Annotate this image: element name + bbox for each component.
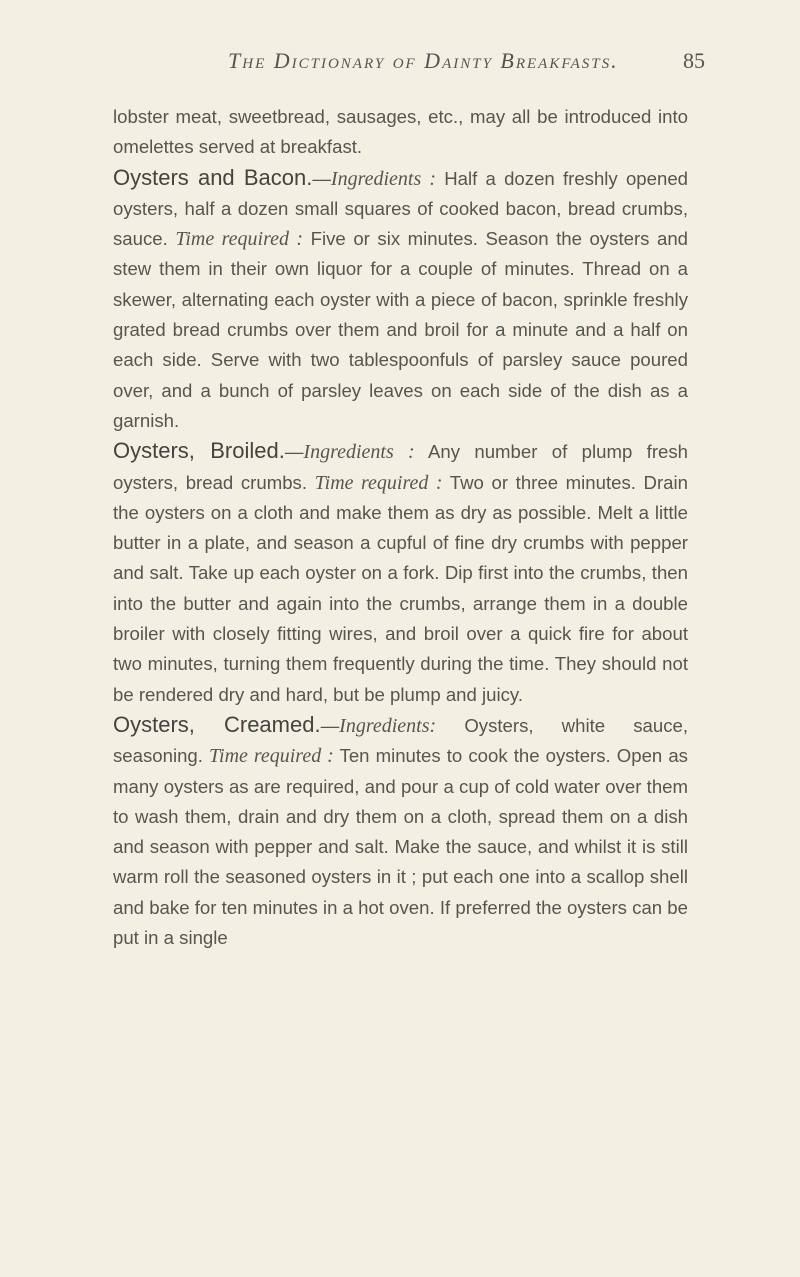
ingredients-text: Any number of plump fresh oysters, bread crumbs. [113, 441, 689, 493]
recipe-oysters-creamed: Oysters, Creamed.—Ingredients: Oysters, white sauce, seasoning. Time required : Ten minutes to cook the oysters. Open as many oysters as are required, and pour a cup of cold water over them to wash them, drain and dry them on a cloth, spread them on a dish and season with pepper and salt. Make the sauce, and whilst it is still warm roll the seasoned oysters in it ; put each one into a scallop shell and bake for ten minutes in a hot oven. If preferred the oysters can be put in a single [113, 711, 688, 949]
ingredients-text: Oysters, white sauce, seasoning. [113, 714, 688, 767]
ingredients-label: Ingredients : [330, 167, 436, 190]
recipe-body: Two or three minutes. Drain the oysters on a cloth and make them as dry as possible. Melt a little butter in a plate, and season a cupful of fine dry crumbs with pepper and salt. Take up each oyster on a fork. Dip first into the crumbs, then into the butter and again into the crumbs, arrange them in a double broiler with closely fitting wires, and broil over a quick fire for about two minutes, turning them frequently during the time. They should not be rendered dry and hard, but be plump and juicy. [113, 471, 688, 705]
ingredients-label: Ingredients : [303, 441, 415, 464]
recipe-title: Oysters, Broiled. [113, 438, 285, 464]
recipe-oysters-and-bacon: Oysters and Bacon.—Ingredients : Half a dozen freshly opened oysters, half a dozen small squares of cooked bacon, bread crumbs, sauce. Time required : Five or six minutes. Season the oysters and stew them in their own liquor for a couple of minutes. Thread on a skewer, alternating each oyster with a piece of bacon, sprinkle freshly grated bread crumbs over them and broil for a minute and a half on each side. Serve with two tablespoonfuls of parsley sauce poured over, and a bunch of parsley leaves on each side of the dish as a garnish. [113, 164, 689, 431]
recipe-body: Ten minutes to cook the oysters. Open as many oysters as are required, and pour a cup of cold water over them to wash them, drain and dry them on a cloth, spread them on a dish and season with pepper and salt. Make the sauce, and whilst it is still warm roll the seasoned oysters in it ; put each one into a scallop shell and bake for ten minutes in a hot oven. If preferred the oysters can be put in a single [113, 745, 688, 949]
ingredients-label: Ingredients: [339, 714, 437, 737]
time-label: Time required : [175, 228, 304, 251]
recipe-title: Oysters and Bacon. [113, 164, 313, 190]
page-body [113, 102, 688, 953]
recipe-title: Oysters, Creamed. [113, 711, 321, 737]
time-label: Time required : [314, 471, 443, 494]
recipe-body: Five or six minutes. Season the oysters and stew them in their own liquor for a couple of minutes. Thread on a skewer, alternating each oyster with a piece of bacon, sprinkle freshly grated bread crumbs over them and broil for a minute and a half on each side. Serve with two tablespoonfuls of parsley sauce poured over, and a bunch of parsley leaves on each side of the dish as a garnish. [113, 228, 689, 431]
ingredients-text: Half a dozen freshly opened oysters, half a dozen small squares of cooked bacon, bread crumbs, sauce. [113, 167, 689, 250]
page-number: 85 [683, 48, 705, 73]
recipe-oysters-broiled: Oysters, Broiled.—Ingredients : Any number of plump fresh oysters, bread crumbs. Time required : Two or three minutes. Drain the oysters on a cloth and make them as dry as possible. Melt a little butter in a plate, and season a cupful of fine dry crumbs with pepper and salt. Take up each oyster on a fork. Dip first into the crumbs, then into the butter and again into the crumbs, arrange them in a double broiler with closely fitting wires, and broil over a quick fire for about two minutes, turning them frequently during the time. They should not be rendered dry and hard, but be plump and juicy. [113, 438, 689, 705]
time-label: Time required : [209, 745, 334, 768]
running-title: The Dictionary of Dainty Breakfasts. [228, 48, 619, 73]
intro-paragraph: lobster meat, sweetbread, sausages, etc., may all be introduced into omelettes served at breakfast. [113, 106, 688, 158]
